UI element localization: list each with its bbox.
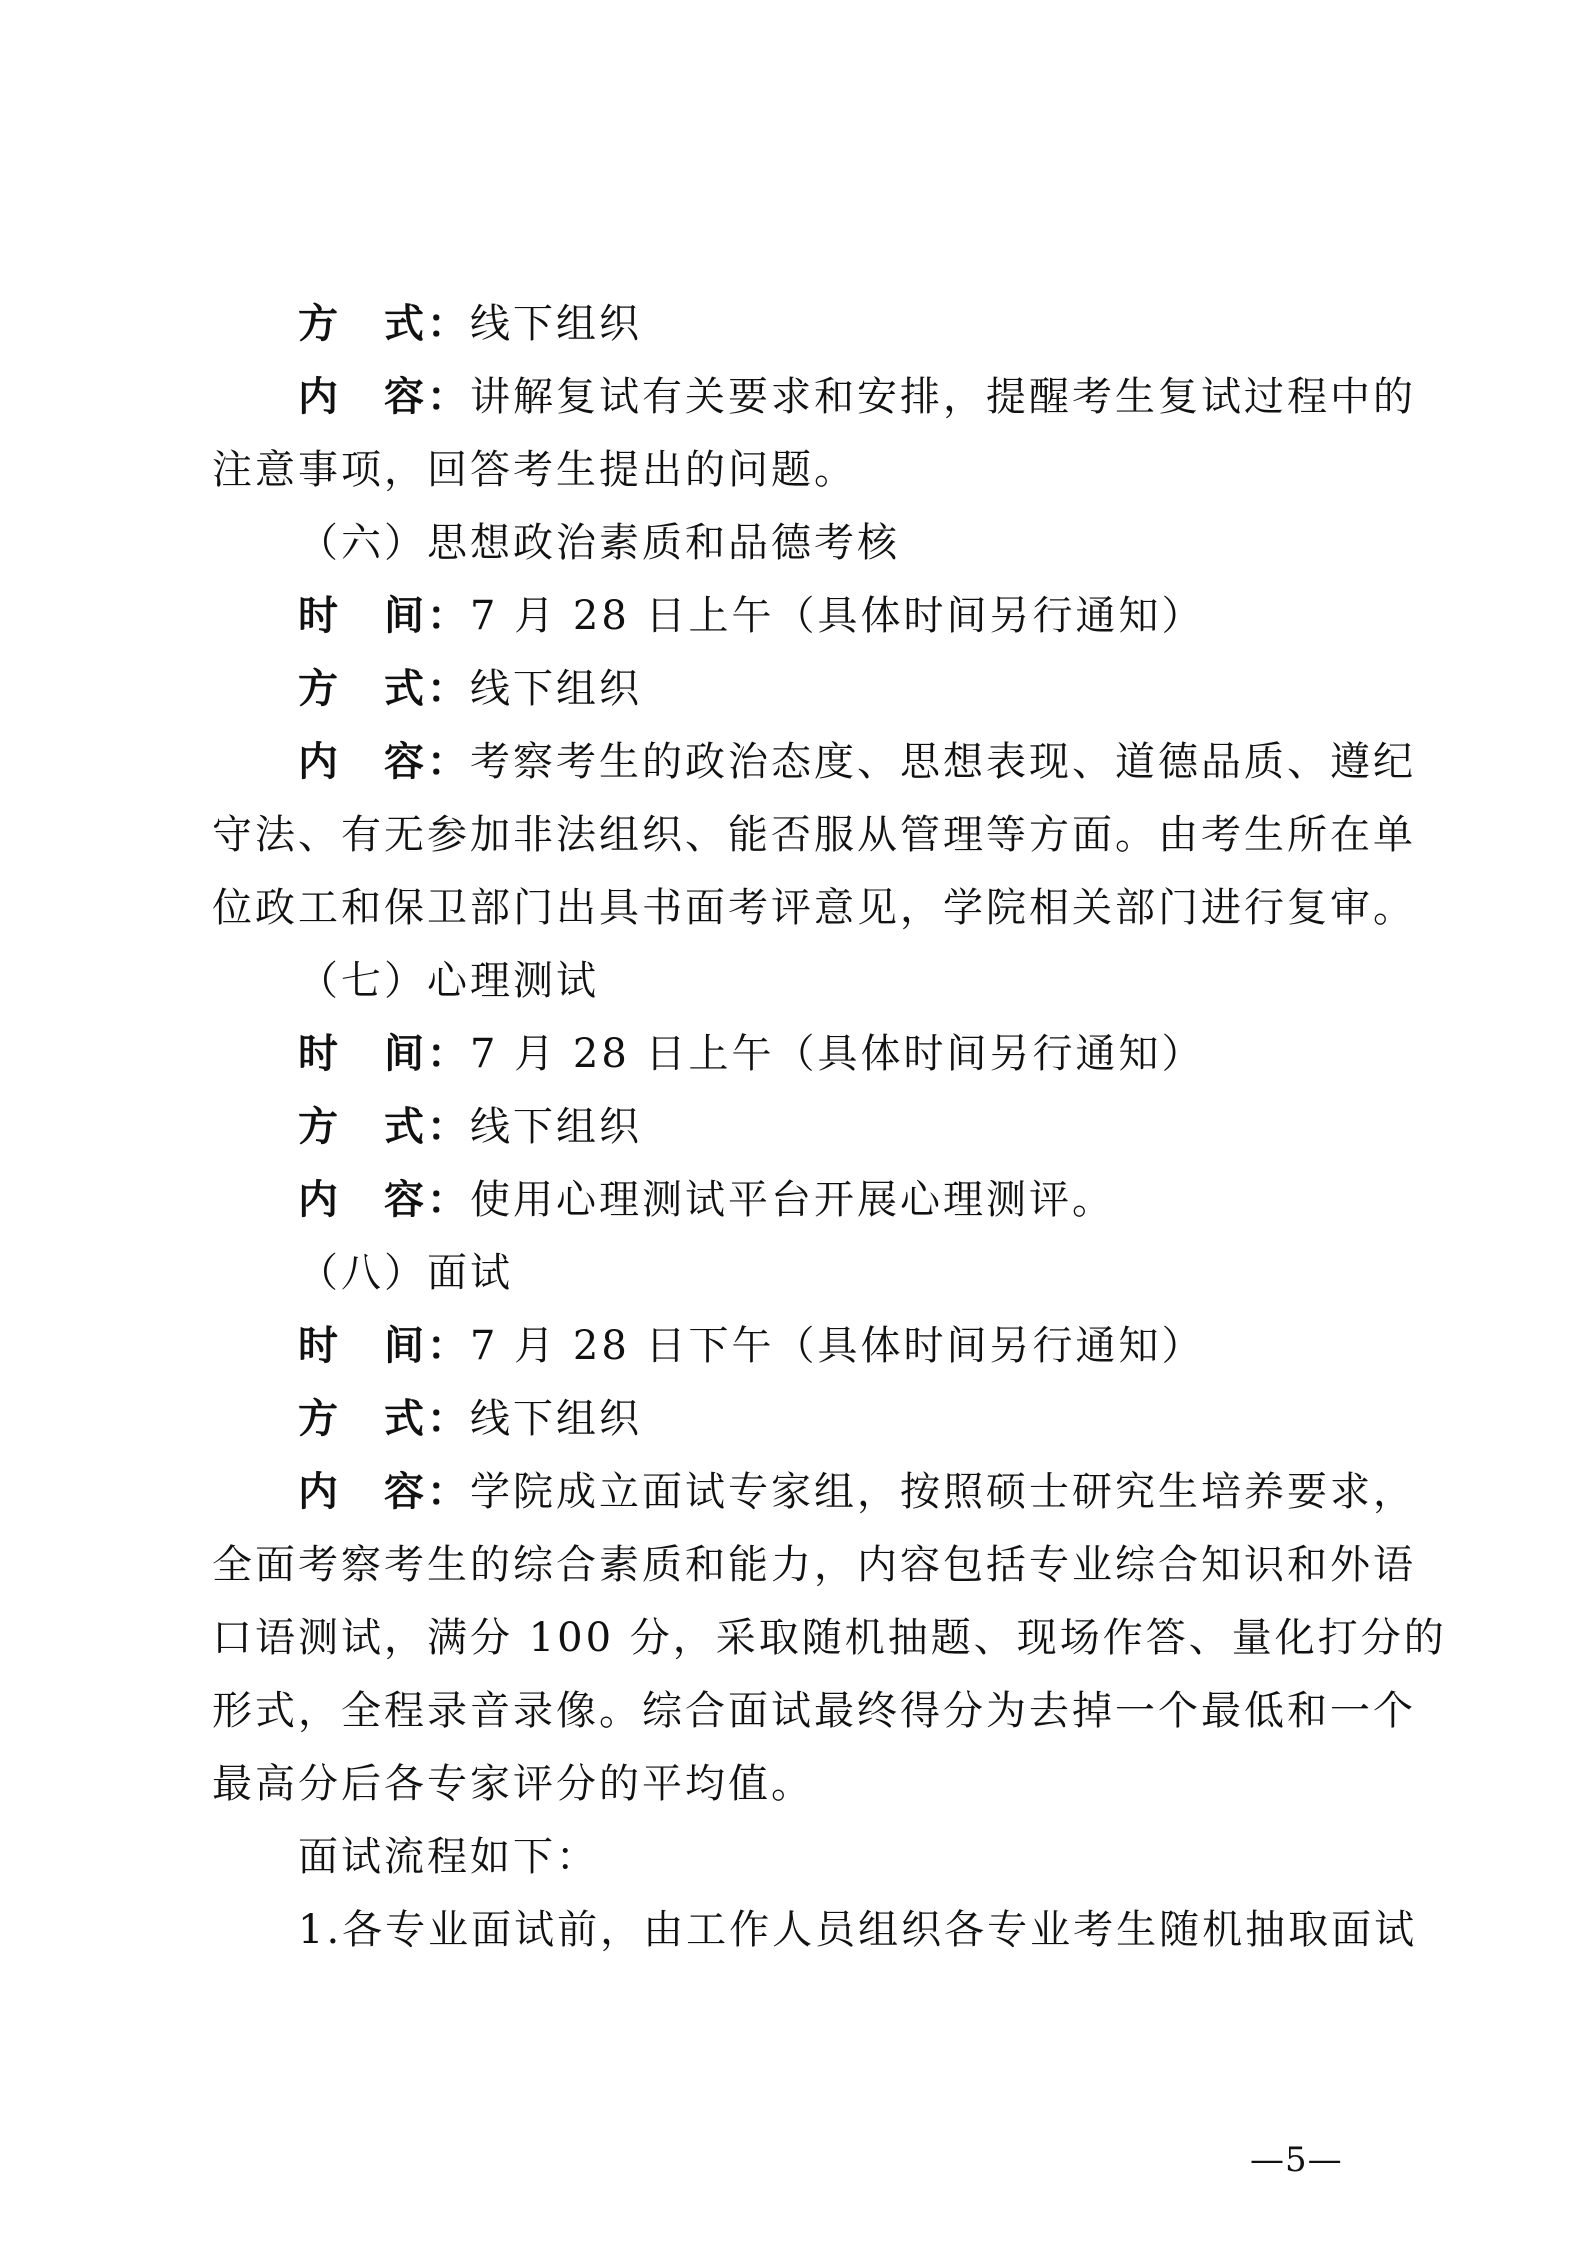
section-title-8	[298, 1249, 1478, 1297]
paragraph-line	[212, 1541, 1416, 1589]
content-line-1	[298, 373, 1478, 421]
time-label: 时 间：	[298, 1322, 470, 1369]
paragraph-text: 守法、有无参加非法组织、能否服从管理等方面。由考生所在单	[212, 812, 1416, 858]
content-line-3	[298, 1176, 1478, 1224]
time-value: 7 月 28 日下午（具体时间另行通知）	[470, 1323, 1205, 1369]
method-line-2	[298, 665, 1478, 713]
paragraph-line	[212, 1614, 1447, 1662]
time-value: 7 月 28 日上午（具体时间另行通知）	[470, 1031, 1205, 1077]
content-value: 学院成立面试专家组，按照硕士研究生培养要求，	[470, 1469, 1416, 1515]
method-label: 方 式：	[298, 1103, 470, 1150]
method-label: 方 式：	[298, 665, 470, 712]
content-line-4	[298, 1468, 1478, 1516]
content-value: 考察考生的政治态度、思想表现、道德品质、遵纪	[470, 739, 1416, 785]
method-value: 线下组织	[470, 301, 642, 347]
content-label: 内 容：	[298, 1176, 470, 1223]
paragraph-text: 面试流程如下：	[298, 1834, 599, 1880]
time-value: 7 月 28 日上午（具体时间另行通知）	[470, 593, 1205, 639]
paragraph-line	[212, 811, 1416, 859]
time-line-2	[298, 1030, 1478, 1078]
method-value: 线下组织	[470, 1104, 642, 1150]
method-label: 方 式：	[298, 300, 470, 347]
page-number: —5—	[1250, 2140, 1343, 2180]
time-line-1	[298, 592, 1478, 640]
section-title-text: （六）思想政治素质和品德考核	[298, 520, 900, 566]
section-title-text: （七）心理测试	[298, 958, 599, 1004]
time-line-3	[298, 1322, 1478, 1370]
method-line-4	[298, 1395, 1478, 1443]
time-label: 时 间：	[298, 1030, 470, 1077]
section-title-6	[298, 519, 1478, 567]
paragraph-line	[212, 1687, 1416, 1735]
method-line-3	[298, 1103, 1478, 1151]
content-value: 讲解复试有关要求和安排，提醒考生复试过程中的	[470, 374, 1416, 420]
interview-process-heading	[298, 1833, 1478, 1881]
paragraph-text: 全面考察考生的综合素质和能力，内容包括专业综合知识和外语	[212, 1542, 1416, 1588]
method-line-1	[298, 300, 1478, 348]
paragraph-text: 1.各专业面试前，由工作人员组织各专业考生随机抽取面试	[298, 1907, 1418, 1953]
content-label: 内 容：	[298, 738, 470, 785]
paragraph-text: 口语测试，满分 100 分，采取随机抽题、现场作答、量化打分的	[212, 1615, 1447, 1661]
content-label: 内 容：	[298, 373, 470, 420]
method-label: 方 式：	[298, 1395, 470, 1442]
paragraph-text: 最高分后各专家评分的平均值。	[212, 1761, 814, 1807]
paragraph-text: 形式，全程录音录像。综合面试最终得分为去掉一个最低和一个	[212, 1688, 1416, 1734]
section-title-7	[298, 957, 1478, 1005]
content-line-2	[298, 738, 1478, 786]
paragraph-text: 注意事项，回答考生提出的问题。	[212, 447, 857, 493]
content-value: 使用心理测试平台开展心理测评。	[470, 1177, 1115, 1223]
paragraph-text: 位政工和保卫部门出具书面考评意见，学院相关部门进行复审。	[212, 885, 1416, 931]
section-title-text: （八）面试	[298, 1250, 513, 1296]
time-label: 时 间：	[298, 592, 470, 639]
paragraph-line	[212, 884, 1416, 932]
paragraph-line	[212, 446, 1392, 494]
interview-step-1	[298, 1906, 1478, 1954]
paragraph-line	[212, 1760, 1392, 1808]
method-value: 线下组织	[470, 666, 642, 712]
method-value: 线下组织	[470, 1396, 642, 1442]
content-label: 内 容：	[298, 1468, 470, 1515]
